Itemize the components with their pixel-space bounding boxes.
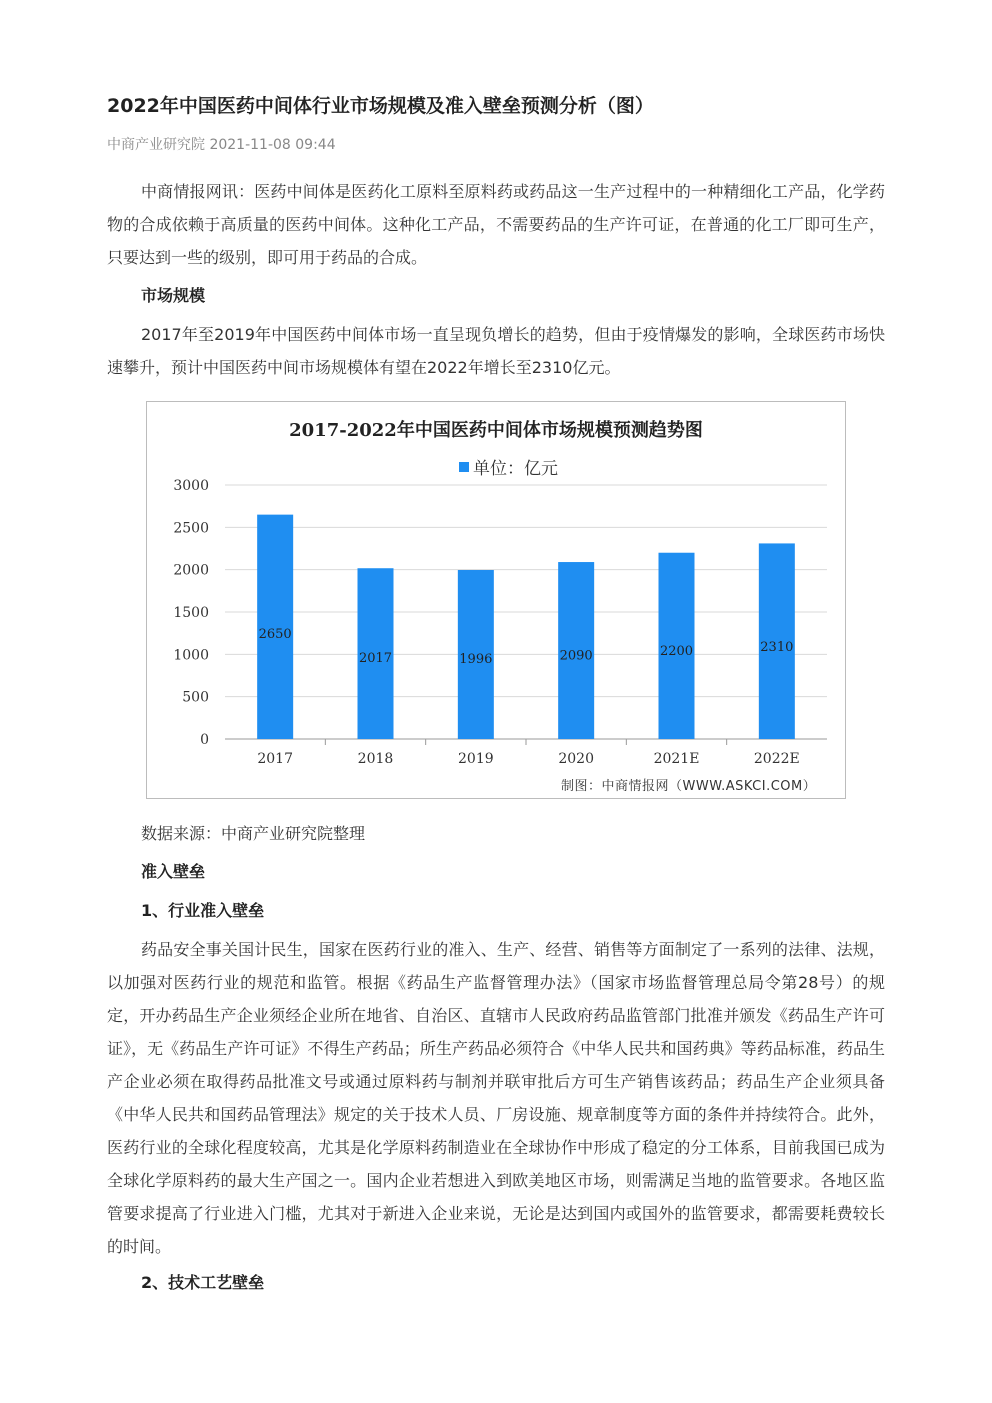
bar-chart xyxy=(146,401,846,799)
market-size-paragraph: 2017年至2019年中国医药中间体市场一直呈现负增长的趋势，但由于疫情爆发的影响，全球医药市场快速攀升，预计中国医药中间市场规模体有望在2022年增长至2310亿元。 xyxy=(107,325,885,377)
y-tick-label: 0 xyxy=(200,732,209,748)
x-tick-label: 2021E xyxy=(653,751,700,767)
x-tick-label: 2017 xyxy=(257,751,293,767)
x-tick-label: 2020 xyxy=(558,751,594,767)
bar-value-label: 2310 xyxy=(760,639,794,655)
y-tick-label: 2500 xyxy=(173,520,209,537)
bar-value-label: 2090 xyxy=(559,648,593,664)
bar-value-label: 2650 xyxy=(258,627,292,643)
bar-value-label: 1996 xyxy=(459,651,493,667)
intro-paragraph: 中商情报网讯：医药中间体是医药化工原料至原料药或药品这一生产过程中的一种精细化工产品，化学药物的合成依赖于高质量的医药中间体。这种化工产品，不需要药品的生产许可证，在普通的化工厂即可生产，只要达到一些的级别，即可用于药品的合成。 xyxy=(107,182,885,267)
data-source: 数据来源：中商产业研究院整理 xyxy=(141,824,366,843)
article-meta: 中商产业研究院 2021-11-08 09:44 xyxy=(107,137,336,153)
x-tick-label: 2022E xyxy=(753,751,800,767)
chart-plot xyxy=(147,402,845,798)
section-heading-barriers: 准入壁垒 xyxy=(141,862,206,881)
y-tick-label: 3000 xyxy=(173,478,209,494)
section-heading-market-size: 市场规模 xyxy=(141,286,206,305)
industry-barrier-paragraph: 药品安全事关国计民生，国家在医药行业的准入、生产、经营、销售等方面制定了一系列的法律、法规，以加强对医药行业的规范和监管。根据《药品生产监督管理办法》（国家市场监督管理总局令第28号）的规定，开办药品生产企业须经企业所在地省、自治区、直辖市人民政府药品监管部门批准并颁发《药品生产许可证》，无《药品生产许可证》不得生产药品；所生产药品必须符合《中华人民共和国药典》等药品标准，药品生产企业必须在取得药品批准文号或通过原料药与制剂并联审批后方可生产销售该药品；药品生产企业须具备《中华人民共和国药品管理法》规定的关于技术人员、厂房设施、规章制度等方面的条件并持续符合。此外，医药行业的全球化程度较高，尤其是化学原料药制造业在全球协作中形成了稳定的分工体系，目前我国已成为全球化学原料药的最大生产国之一。国内企业若想进入到欧美地区市场，则需满足当地的监管要求。各地区监管要求提高了行业进入门槛，尤其对于新进入企业来说，无论是达到国内或国外的监管要求，都需要耗费较长的时间。 xyxy=(107,940,885,1256)
subheading-industry-barrier: 1、行业准入壁垒 xyxy=(141,901,265,920)
bar-value-label: 2017 xyxy=(358,651,393,667)
y-tick-label: 500 xyxy=(182,689,209,706)
x-tick-label: 2018 xyxy=(357,751,394,767)
y-tick-label: 1000 xyxy=(173,647,209,664)
x-tick-label: 2019 xyxy=(458,751,494,767)
article-title: 2022年中国医药中间体行业市场规模及准入壁垒预测分析（图） xyxy=(107,95,654,117)
chart-title: 2017-2022年中国医药中间体市场规模预测趋势图 xyxy=(289,420,703,441)
chart-credit: 制图：中商情报网（WWW.ASKCI.COM） xyxy=(561,779,817,794)
legend-label: 单位：亿元 xyxy=(473,459,558,479)
y-tick-label: 1500 xyxy=(173,605,209,621)
subheading-tech-barrier: 2、技术工艺壁垒 xyxy=(141,1273,265,1292)
y-tick-label: 2000 xyxy=(173,562,209,579)
bar-value-label: 2200 xyxy=(659,644,694,660)
